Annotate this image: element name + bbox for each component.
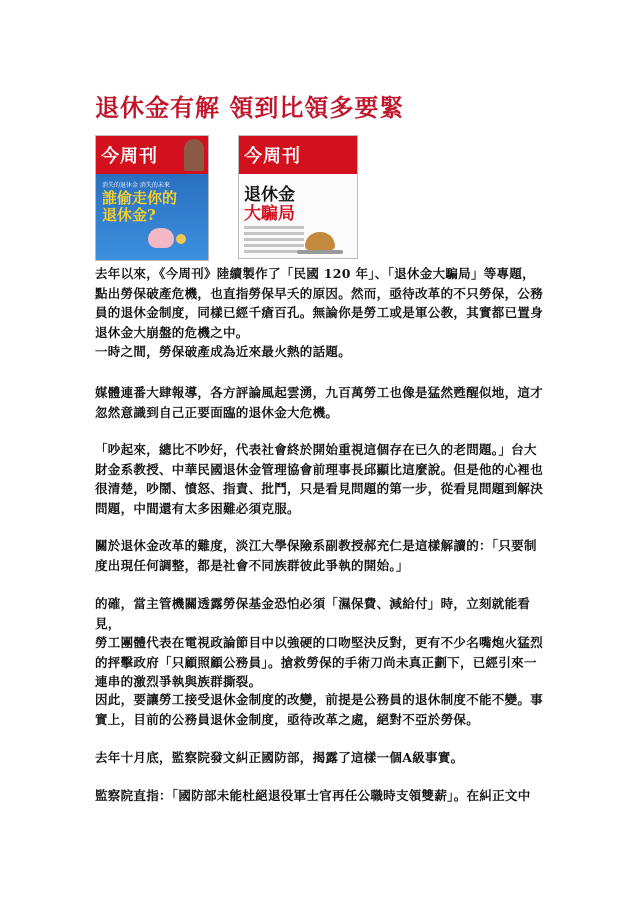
cover-headline-line2: 大騙局: [244, 204, 295, 224]
paragraph: 「吵起來，總比不吵好，代表社會終於開始重視這個存在已久的老問題。」台大 財金系教授、中華民國退休金管理協會前理事長邱顯比這麼說。但是他的心裡也 很清楚，吵鬧、憤怒、指責、批鬥，只是看見問題的第一步，從看見問題到解決 問題，中間還有太多困難必須克服。: [95, 442, 544, 516]
magazine-cover-image: [95, 135, 209, 261]
magazine-cover-image: [238, 135, 358, 259]
cover-headline-line1: 退休金: [244, 185, 295, 205]
paragraph: 媒體連番大肆報導，各方評論風起雲湧，九百萬勞工也像是猛然甦醒似地，這才 忽然意識到自己正要面臨的退休金大危機。: [95, 385, 544, 420]
cover-person-photo: [184, 139, 204, 171]
paragraph: 去年十月底，監察院發文糾正國防部，揭露了這樣一個A級事實。: [95, 750, 464, 765]
cover-body: [239, 174, 357, 258]
cover-text-lines: [244, 226, 304, 256]
plate-icon: [297, 250, 343, 254]
masthead: [239, 136, 357, 174]
masthead: [96, 136, 208, 174]
burger-icon: [305, 232, 335, 250]
coin-icon: [176, 234, 186, 244]
piggy-bank-icon: [148, 228, 174, 248]
masthead-title: 今周刊: [244, 146, 301, 167]
cover-body: [96, 174, 208, 260]
cover-headline: [244, 186, 295, 224]
masthead-title: 今周刊: [101, 146, 158, 167]
paragraph: 因此，要讓勞工接受退休金制度的改變，前提是公務員的退休制度不能不變。事 實上，目前的公務員退休金制度，亟待改革之處，絕對不亞於勞保。: [95, 692, 544, 727]
article-title: 退休金有解 領到比領多要緊: [95, 93, 405, 122]
paragraph: 去年以來，《今周刊》陸續製作了「民國 120 年」、「退休金大騙局」等專題， 點出勞保破產危機，也直指勞保早夭的原因。然而，亟待改革的不只勞保，公務 員的退休金制度，同樣已經千瘡百孔。無論你是勞工或是軍公教，其實都已置身 退休金大崩盤的危機之中。 一時之間，勞保破產成為近來最火熱的話題。: [95, 266, 544, 359]
cover-subtitle: 消失的退休金 消失的未來: [102, 182, 170, 189]
paragraph: 的確，當主管機關透露勞保基金恐怕必須「濕保費、減給付」時，立刻就能看見， 勞工團體代表在電視政論節目中以強硬的口吻堅決反對，更有不少名嘴炮火猛烈 的抨擊政府「只顧照顧公務員」。搶救勞保的手術刀尚未真正劃下，已經引來一 連串的激烈爭執與族群撕裂。: [95, 596, 544, 689]
paragraph: 關於退休金改革的難度，淡江大學保險系副教授郝充仁是這樣解讀的：「只要制 度出現任何調整，都是社會不同族群彼此爭執的開始。」: [95, 538, 537, 573]
paragraph: 監察院直指：「國防部未能杜絕退役軍士官再任公職時支領雙薪」。在糾正文中: [95, 788, 531, 803]
cover-headline: 誰偷走你的 退休金?: [102, 189, 178, 224]
